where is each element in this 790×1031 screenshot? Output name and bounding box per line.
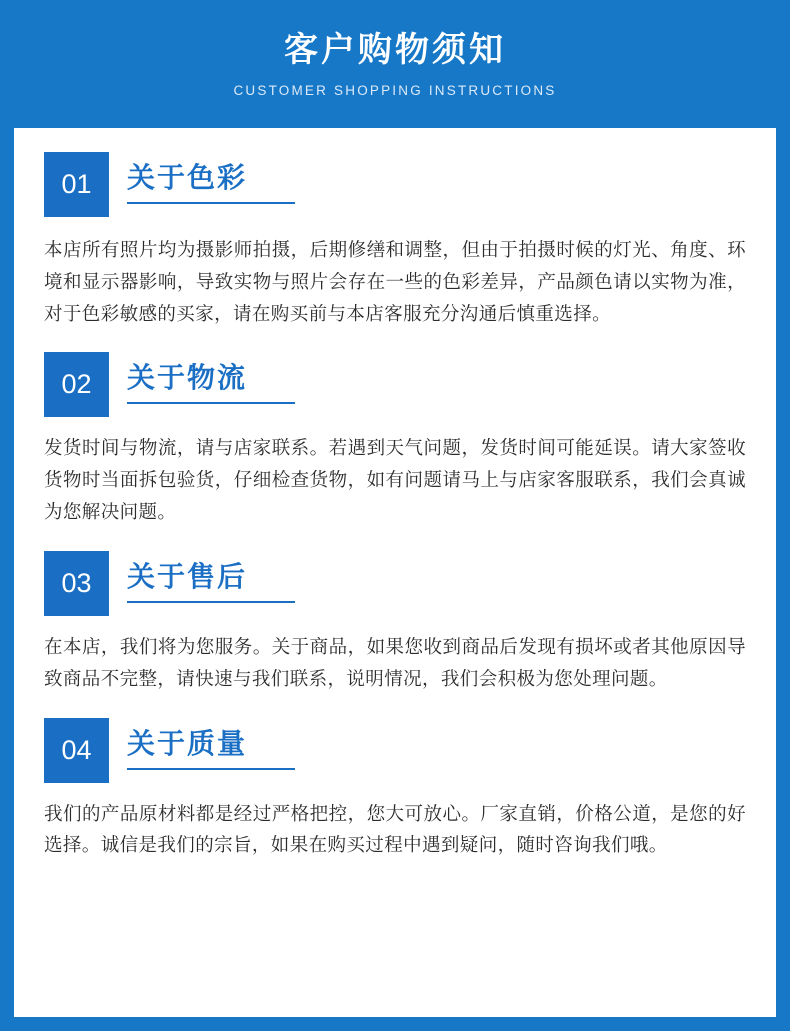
- section-after-sales: [44, 551, 746, 696]
- section-title-wrap: [127, 551, 295, 603]
- title-underline: [127, 601, 295, 603]
- section-title-wrap: [127, 352, 295, 404]
- section-logistics: [44, 352, 746, 528]
- section-body-text: 在本店，我们将为您服务。关于商品，如果您收到商品后发现有损坏或者其他原因导致商品不完整，请快速与我们联系，说明情况，我们会积极为您处理问题。: [44, 636, 746, 690]
- section-body-text: 我们的产品原材料都是经过严格把控，您大可放心。厂家直销，价格公道，是您的好选择。诚信是我们的宗旨，如果在购买过程中遇到疑问，随时咨询我们哦。: [44, 803, 746, 857]
- section-title: 关于售后: [127, 559, 248, 593]
- section-header: [44, 152, 746, 217]
- section-title-wrap: [127, 152, 295, 204]
- section-number-badge: 01: [44, 152, 109, 217]
- content-panel: [14, 128, 776, 1017]
- section-quality: [44, 718, 746, 863]
- section-header: [44, 718, 746, 783]
- section-title-wrap: [127, 718, 295, 770]
- section-number-badge: 04: [44, 718, 109, 783]
- section-header: [44, 352, 746, 417]
- section-header: [44, 551, 746, 616]
- section-title: 关于质量: [127, 726, 248, 760]
- section-number-badge: 02: [44, 352, 109, 417]
- section-body-text: 发货时间与物流，请与店家联系。若遇到天气问题，发货时间可能延误。请大家签收货物时当面拆包验货，仔细检查货物，如有问题请马上与店家客服联系，我们会真诚为您解决问题。: [44, 438, 746, 524]
- section-title: 关于色彩: [127, 161, 248, 194]
- section-title: 关于物流: [127, 361, 248, 395]
- page-header: [0, 0, 790, 128]
- section-color: [44, 152, 746, 330]
- page-title: 客户购物须知: [284, 30, 506, 71]
- section-number-badge: 03: [44, 551, 109, 616]
- title-underline: [127, 202, 295, 204]
- page-subtitle: CUSTOMER SHOPPING INSTRUCTIONS: [233, 82, 557, 98]
- section-body-text: 本店所有照片均为摄影师拍摄，后期修缮和调整，但由于拍摄时候的灯光、角度、环境和显示器影响，导致实物与照片会存在一些的色彩差异，产品颜色请以实物为准，对于色彩敏感的买家，请在购买前与本店客服充分沟通后慎重选择。: [44, 240, 746, 325]
- title-underline: [127, 402, 295, 404]
- title-underline: [127, 768, 295, 770]
